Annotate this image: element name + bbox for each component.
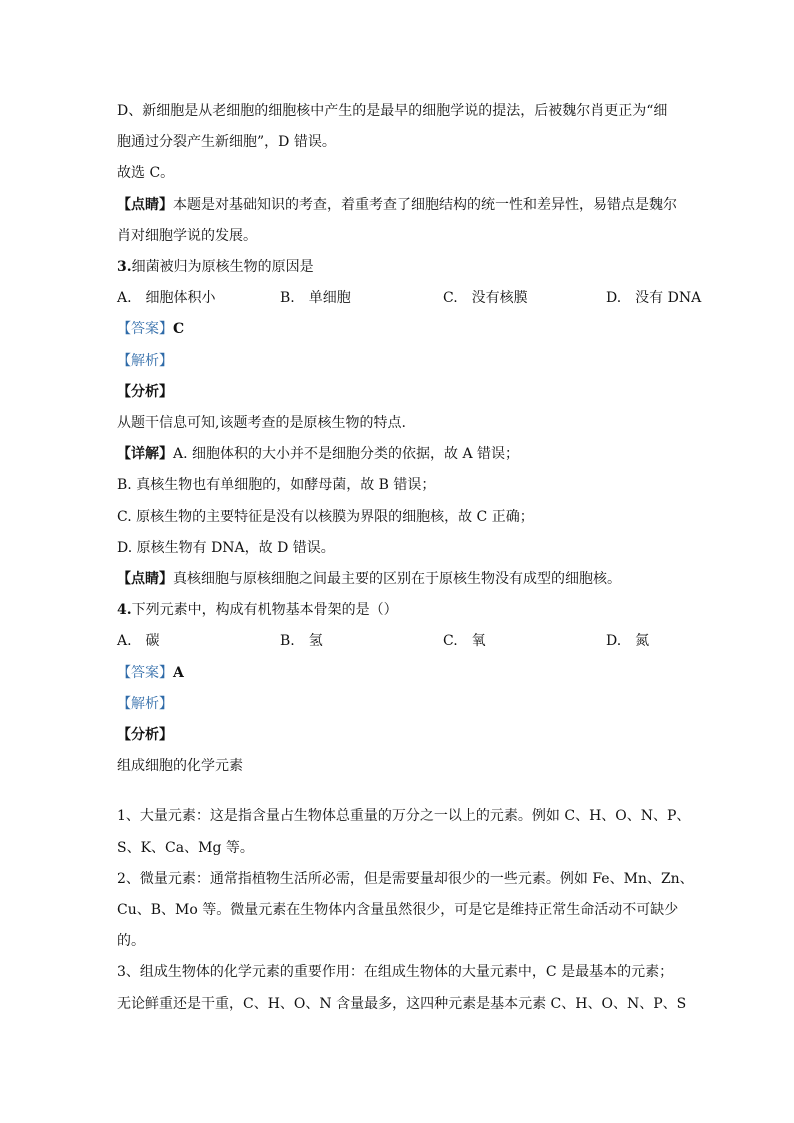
q4-para2-line2: Cu、B、Mo 等。微量元素在生物体内含量虽然很少，可是它是维持正常生命活动不可缺少 xyxy=(117,902,679,919)
q4-option-c: C. 氧 xyxy=(443,633,486,650)
question-4-stem xyxy=(117,595,687,626)
q4-answer-value: A xyxy=(173,664,184,681)
q4-answer-line xyxy=(117,658,687,689)
note-text: 本题是对基础知识的考查，着重考查了细胞结构的统一性和差异性，易错点是魏尔 xyxy=(173,196,677,213)
q4-fenxi-text: 组成细胞的化学元素 xyxy=(117,758,243,775)
question-4-options xyxy=(117,626,687,657)
q4-para2-line1: 2、微量元素：通常指植物生活所必需，但是需要量却很少的一些元素。例如 Fe、Mn、Zn、 xyxy=(117,870,694,887)
d-explanation-line-2: 胞通过分裂产生新细胞”，D 错误。 xyxy=(117,134,336,151)
q3-option-a: A. 细胞体积小 xyxy=(117,290,216,307)
q3-option-c: C. 没有核膜 xyxy=(443,290,528,307)
q4-analysis-tag: 【解析】 xyxy=(117,695,173,712)
q3-fenxi-tag: 【分析】 xyxy=(117,383,173,400)
q3-detail-b: B. 真核生物也有单细胞的，如酵母菌，故 B 错误； xyxy=(117,477,436,494)
question-4-number: 4. xyxy=(117,602,132,619)
paragraph-spacer xyxy=(117,782,687,801)
q3-analysis-tag: 【解析】 xyxy=(117,352,173,369)
question-3-stem xyxy=(117,252,687,283)
note-line-2: 肖对细胞学说的发展。 xyxy=(117,227,257,244)
q3-detail-d: D. 原核生物有 DNA，故 D 错误。 xyxy=(117,539,335,556)
q3-note-tag: 【点睛】 xyxy=(117,571,173,588)
question-3-options xyxy=(117,283,702,314)
q4-para3-line1: 3、组成生物体的化学元素的重要作用：在组成生物体的大量元素中，C 是最基本的元素； xyxy=(117,964,674,981)
q4-para1-line2: S、K、Ca、Mg 等。 xyxy=(117,839,254,856)
q3-note-text: 真核细胞与原核细胞之间最主要的区别在于原核生物没有成型的细胞核。 xyxy=(173,571,621,588)
q3-answer-value: C xyxy=(173,321,185,338)
note-line-1 xyxy=(117,190,687,221)
q3-detail-a-text: A. 细胞体积的大小并不是细胞分类的依据，故 A 错误； xyxy=(173,446,520,463)
q4-option-b: B. 氢 xyxy=(280,633,323,650)
d-explanation-line-1: D、新细胞是从老细胞的细胞核中产生的是最早的细胞学说的提法，后被魏尔肖更正为“细 xyxy=(117,103,668,119)
q3-option-d: D. 没有 DNA xyxy=(606,290,702,307)
q3-answer-line xyxy=(117,314,687,345)
q4-option-d: D. 氮 xyxy=(606,633,650,650)
q4-fenxi-tag: 【分析】 xyxy=(117,727,173,744)
q4-option-a: A. 碳 xyxy=(117,633,160,650)
q3-answer-tag: 【答案】 xyxy=(117,321,173,338)
document-page xyxy=(117,96,702,1020)
q3-fenxi-text: 从题干信息可知,该题考查的是原核生物的特点. xyxy=(117,415,406,432)
note-tag: 【点睛】 xyxy=(117,196,173,213)
q3-option-b: B. 单细胞 xyxy=(280,290,351,307)
q4-para2-line3: 的。 xyxy=(117,933,145,950)
q4-para1-line1: 1、大量元素：这是指含量占生物体总重量的万分之一以上的元素。例如 C、H、O、N、P、 xyxy=(117,808,691,825)
question-4-text: 下列元素中，构成有机物基本骨架的是（） xyxy=(131,602,398,619)
q3-detail-a xyxy=(117,439,687,470)
question-3-number: 3. xyxy=(117,259,132,276)
q4-para3-line2: 无论鲜重还是干重，C、H、O、N 含量最多，这四种元素是基本元素 C、H、O、N、P、S xyxy=(117,995,687,1012)
choose-c-line: 故选 C。 xyxy=(117,165,175,182)
question-3-text: 细菌被归为原核生物的原因是 xyxy=(131,259,314,276)
q3-detail-tag: 【详解】 xyxy=(117,446,173,463)
q4-answer-tag: 【答案】 xyxy=(117,664,173,681)
q3-detail-c: C. 原核生物的主要特征是没有以核膜为界限的细胞核，故 C 正确； xyxy=(117,508,534,525)
q3-note-line xyxy=(117,564,687,595)
